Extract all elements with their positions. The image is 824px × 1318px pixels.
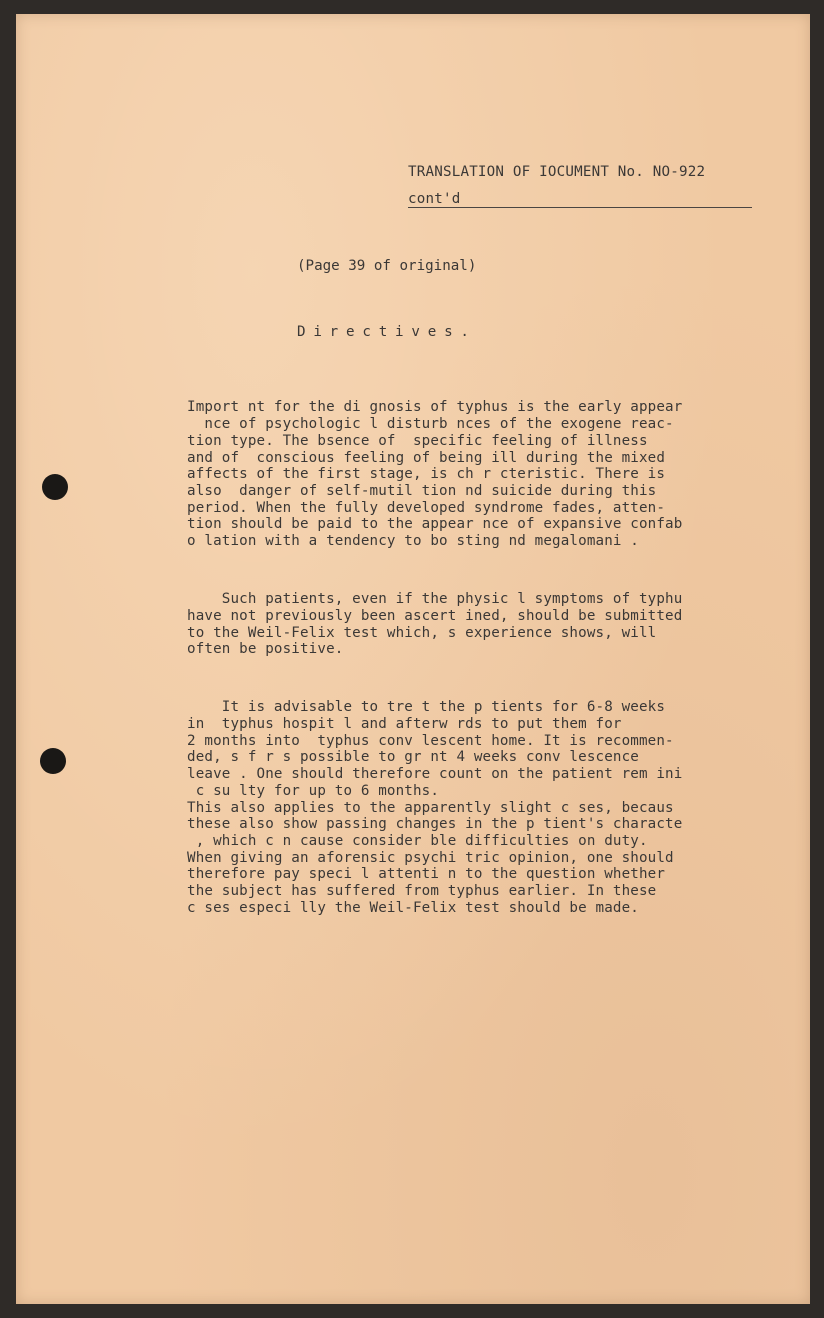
document-header-title: TRANSLATION OF IOCUMENT No. NO-922 — [408, 164, 706, 180]
punch-hole-bottom — [40, 748, 66, 774]
paragraph-treatment: It is advisable to tre t the p tients for 6-8 weeks in typhus hospit l and afterw rds to put them for 2 months into typhus conv lescent home. It is recommen- ded, s f r s possible to gr nt 4 weeks conv lescence leave . One should therefore count on the patient rem ini c su lty for up to 6 months. This also applies to the apparently slight c ses, becaus these also show passing changes in the p tient's characte , which c n cause consider ble difficulties on duty. When giving an aforensic psychi tric opinion, one should therefore pay speci l attenti n to the question whether the subject has suffered from typhus earlier. In these c ses especi lly the Weil-Felix test should be made. — [187, 699, 683, 916]
document-body — [187, 366, 767, 950]
paragraph-weil-felix: Such patients, even if the physic l symptoms of typhu have not previously been ascert ined, should be submitted to the Weil-Felix test which, s experience shows, will often be positive. — [187, 591, 683, 658]
page-reference: (Page 39 of original) — [297, 258, 477, 274]
paragraph-diagnosis: Import nt for the di gnosis of typhus is the early appear nce of psychologic l disturb nces of the exogene reac- tion type. The bsence of specific feeling of illness and of conscious feeling of being ill during the mixed affects of the first stage, is ch r cteristic. There is also danger of self-mutil tion nd suicide during this period. When the fully developed syndrome fades, atten- tion should be paid to the appear nce of expansive confab o lation with a tendency to bo sting nd megalomani . — [187, 399, 683, 550]
document-header-subtitle: cont'd — [408, 191, 461, 207]
punch-hole-top — [42, 474, 68, 500]
section-title: Directives. — [297, 324, 477, 340]
header-underline — [408, 207, 752, 208]
